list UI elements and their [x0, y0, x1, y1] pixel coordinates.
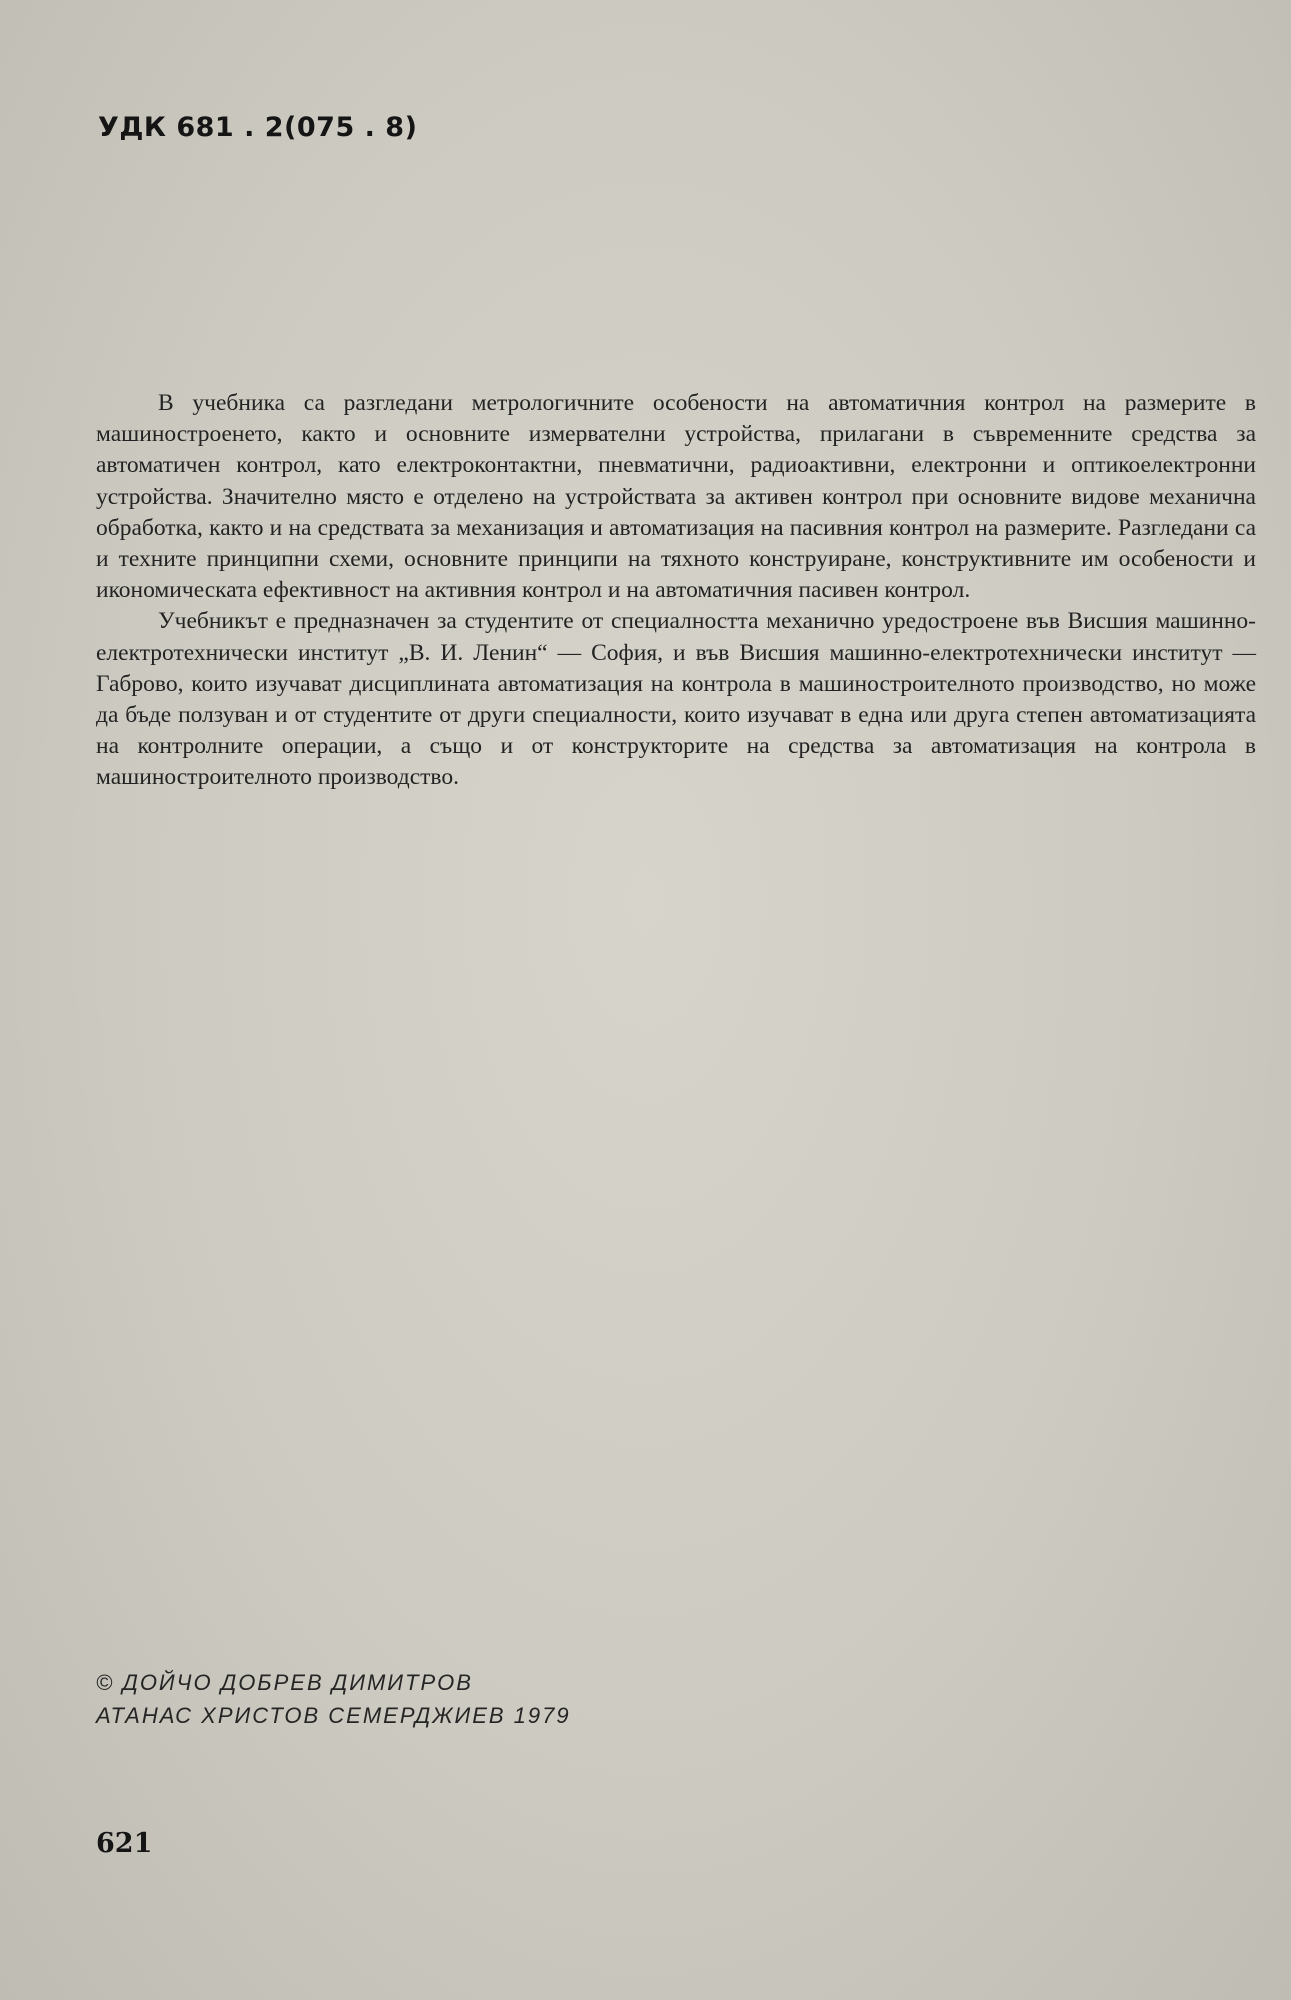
- abstract-paragraph-1: В учебника са разгледани метрологичните особености на автоматичния контрол на размерите в машиностроенето, както и основните измервателни устройства, прилагани в съвременните средства за автоматичен контрол, като електроконтактни, пневматични, радиоактивни, електронни и оптикоелектронни устройства. Значително място е отделено на устройствата за активен контрол при основните видове механична обработка, както и на средствата за механизация и автоматизация на пасивния контрол на размерите. Разгледани са и техните принципни схеми, основните принципи на тяхното конструиране, конструктивните им особености и икономическата ефективност на активния контрол и на автоматичния пасивен контрол.: [96, 390, 1256, 604]
- abstract-paragraph-2: Учебникът е предназначен за студентите от специалността механично уредостроене във Висшия машинно-електротехнически институт „В. И. Ленин“ — София, и във Висшия машинно-електротехнически институт — Габрово, които изучават дисциплината автоматизация на контрола в машиностроителното производство, но може да бъде ползуван и от студентите от други специалности, които изучават в една или друга степен автоматизацията на контролните операции, а също и от конструкторите на средства за автоматизация на контрола в машиностроителното производство.: [96, 608, 1256, 791]
- copyright-notice: [96, 1666, 571, 1732]
- copyright-line-2: АТАНАС ХРИСТОВ СЕМЕРДЖИЕВ 1979: [96, 1703, 571, 1728]
- copyright-line-1: © ДОЙЧО ДОБРЕВ ДИМИТРОВ: [96, 1670, 473, 1695]
- udk-classification: УДК 681 . 2(075 . 8): [98, 112, 418, 143]
- page-code: 621: [96, 1828, 153, 1859]
- abstract-text: [96, 388, 1256, 794]
